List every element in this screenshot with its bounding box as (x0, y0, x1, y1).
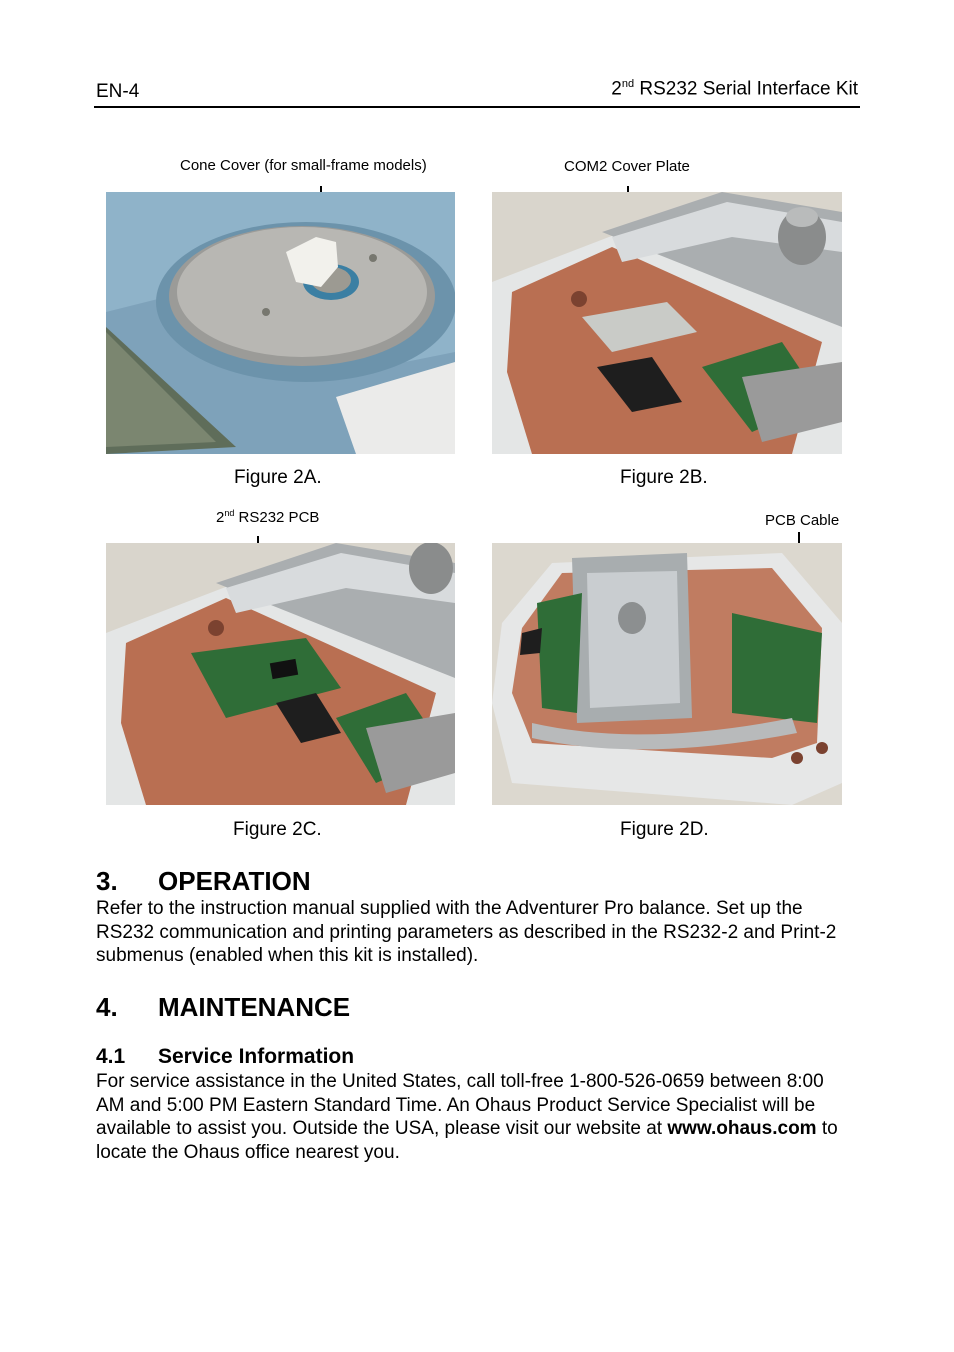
figure-2c-caption: Figure 2C. (233, 819, 322, 840)
figure-2a-photo (106, 192, 455, 454)
section-4-1-body (96, 1070, 856, 1164)
figure-2b-photo (492, 192, 842, 454)
section-3-heading (96, 866, 311, 897)
page-number: EN-4 (96, 81, 140, 102)
figure-2d-caption: Figure 2D. (620, 819, 709, 840)
figure-2a-label: Cone Cover (for small-frame models) (180, 157, 427, 174)
figure-2c-photo (106, 543, 455, 805)
figure-2a-caption: Figure 2A. (234, 467, 322, 488)
title-prefix: 2 (611, 78, 622, 100)
section-4-1-number: 4.1 (96, 1045, 126, 1068)
section-4-title: MAINTENANCE (158, 992, 351, 1022)
section-3-title: OPERATION (158, 866, 311, 896)
section-4-1-body-end: to locate the Ohaus office nearest you. (96, 1118, 838, 1163)
section-4-number: 4. (96, 992, 118, 1022)
figure-2d-photo (492, 543, 842, 805)
section-3-body: Refer to the instruction manual supplied with the Adventurer Pro balance. Set up the RS232 communication and printing parameters as described in the RS232-2 and Print-2 submenus (enabled when this kit is installed). (96, 898, 837, 966)
section-4-1-title: Service Information (158, 1045, 355, 1068)
figure-2c-label (216, 508, 319, 526)
title-rest: RS232 Serial Interface Kit (634, 78, 858, 100)
figure-2c-label-superscript: nd (224, 508, 235, 518)
figure-2c-label-rest: RS232 PCB (234, 509, 320, 526)
figure-2b-caption: Figure 2B. (620, 467, 708, 488)
figure-2c-label-prefix: 2 (216, 509, 225, 526)
section-4-1-heading (96, 1045, 354, 1069)
section-3-number: 3. (96, 866, 118, 896)
figure-2b-label: COM2 Cover Plate (564, 158, 690, 175)
title-superscript: nd (621, 78, 635, 90)
section-4-heading (96, 992, 350, 1023)
document-title (611, 78, 858, 100)
figure-2d-label: PCB Cable (765, 512, 840, 529)
website-link[interactable]: www.ohaus.com (667, 1118, 817, 1139)
section-4-1-body-text: For service assistance in the United States, call toll-free 1-800-526-0659 between 8:00 AM and 5:00 PM Eastern Standard Time. An Ohaus Product Service Specialist will be available to assist you. Outside the USA, please visit our website at (96, 1071, 824, 1139)
header-rule (94, 106, 860, 108)
